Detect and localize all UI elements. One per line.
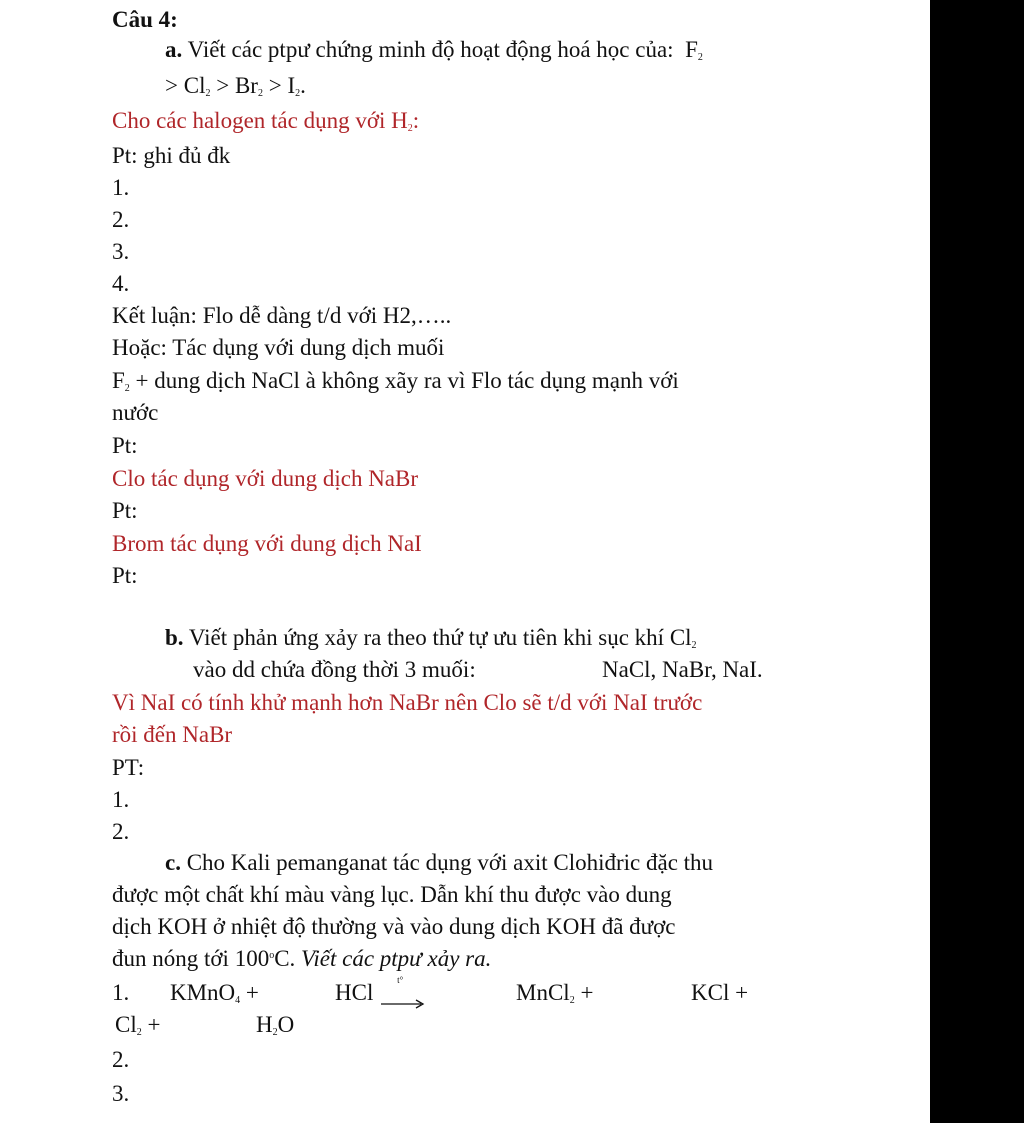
f2-nacl-wrap: nước bbox=[112, 400, 159, 425]
arrow-glyph: à bbox=[305, 368, 316, 393]
formula-br2: Br bbox=[234, 73, 258, 98]
reason-line-2: rồi đến NaBr bbox=[112, 722, 233, 747]
list-number: 4. bbox=[112, 271, 130, 296]
part-c-line2: được một chất khí màu vàng lục. Dẫn khí thu được vào dung bbox=[112, 882, 672, 907]
part-a-label: a. bbox=[165, 37, 183, 62]
formula-cl2-product: $Cl_2$ + bbox=[115, 1012, 161, 1038]
formula-cl2: Cl bbox=[183, 73, 206, 98]
brom-nai-line: Brom tác dụng với dung dịch NaI bbox=[112, 531, 422, 556]
or-line: Hoặc: Tác dụng với dung dịch muối bbox=[112, 335, 445, 360]
h2-intro-line: Cho các halogen tác dụng với $H_2$: bbox=[112, 108, 420, 134]
part-c-label: c. bbox=[165, 850, 181, 875]
pt-label: Pt: bbox=[112, 563, 138, 588]
formula-i2: I bbox=[287, 73, 296, 98]
clo-nabr-line: Clo tác dụng với dung dịch NaBr bbox=[112, 466, 419, 491]
formula-hcl: HCl t° bbox=[335, 979, 427, 1007]
arrow-condition: t° bbox=[397, 974, 404, 985]
equation-number: 1. bbox=[112, 980, 130, 1005]
pt-label: Pt: bbox=[112, 498, 138, 523]
part-b-line2: vào dd chứa đồng thời 3 muối: bbox=[193, 657, 476, 682]
reaction-arrow-icon bbox=[379, 974, 427, 1002]
part-c-line1: c. Cho Kali pemanganat tác dụng với axit Clohiđric đặc thu bbox=[165, 850, 714, 875]
part-a-text: Viết các ptpư chứng minh độ hoạt động hoá học của: bbox=[187, 37, 674, 62]
formula-kmno4: KMnO$_4$ + bbox=[170, 980, 259, 1006]
part-a-prompt: a. Viết các ptpư chứng minh độ hoạt động hoá học của: $F_2$ bbox=[165, 37, 703, 63]
pt-label: Pt: bbox=[112, 433, 138, 458]
list-number: 3. bbox=[112, 1081, 130, 1106]
list-number: 3. bbox=[112, 239, 130, 264]
list-number: 1. bbox=[112, 787, 130, 812]
part-b-label: b. bbox=[165, 625, 184, 650]
list-number: 2. bbox=[112, 1047, 130, 1072]
formula-mncl2: MnCl$_2$ + bbox=[516, 980, 594, 1006]
f2-nacl-line: $F_2$ + dung dịch NaCl à không xãy ra vì Flo tác dụng mạnh với bbox=[112, 368, 679, 394]
question-title: Câu 4: bbox=[112, 7, 178, 32]
black-side-bar bbox=[930, 0, 1024, 1123]
pt-label: PT: bbox=[112, 755, 145, 780]
reason-line-1: Vì NaI có tính khử mạnh hơn NaBr nên Clo sẽ t/d với NaI trước bbox=[112, 690, 703, 715]
list-number: 2. bbox=[112, 207, 130, 232]
part-c-line3: dịch KOH ở nhiệt độ thường và vào dung dịch KOH đã được bbox=[112, 914, 676, 939]
formula-kcl: KCl + bbox=[691, 980, 749, 1005]
formula-f2: F bbox=[685, 37, 698, 62]
pt-note: Pt: ghi đủ đk bbox=[112, 143, 231, 168]
reactivity-series: > $Cl_2 > Br_2 > I_2$. bbox=[165, 73, 306, 99]
salts-list: NaCl, NaBr, NaI. bbox=[602, 657, 763, 682]
list-number: 2. bbox=[112, 819, 130, 844]
formula-h2o: $H_2O$ bbox=[256, 1012, 295, 1038]
part-c-line4: đun nóng tới 100$^o$C. Viết các ptpư xảy ra. bbox=[112, 946, 492, 971]
conclusion-line: Kết luận: Flo dễ dàng t/d với H2,….. bbox=[112, 303, 452, 328]
part-b-prompt: b. Viết phản ứng xảy ra theo thứ tự ưu tiên khi sục khí $Cl_2$ bbox=[165, 625, 697, 651]
list-number: 1. bbox=[112, 175, 130, 200]
